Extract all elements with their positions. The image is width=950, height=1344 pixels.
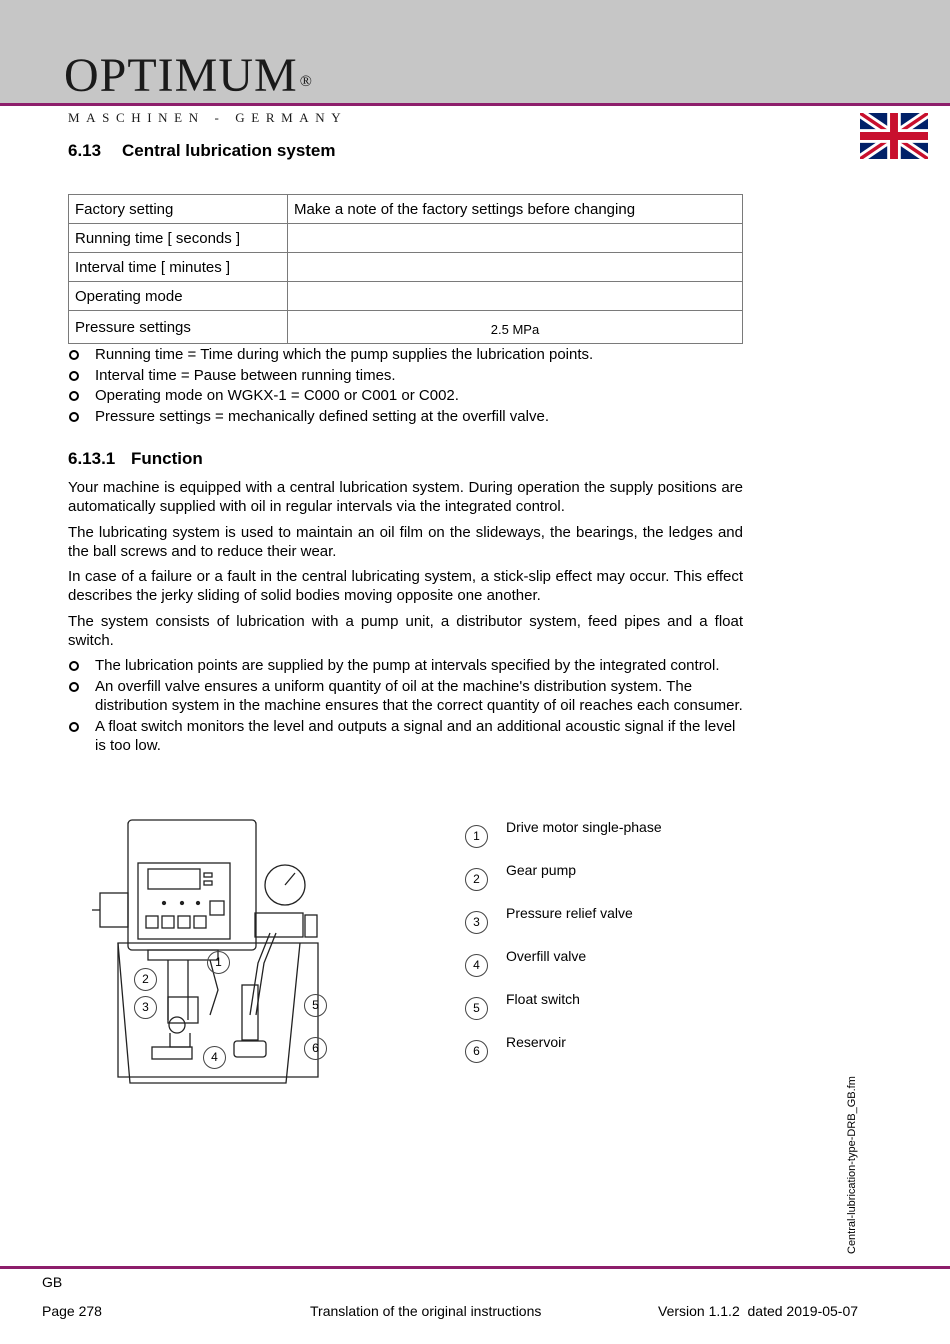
header-rule: [0, 103, 950, 106]
paragraph: The system consists of lubrication with a pump unit, a distributor system, feed pipes and a float switch.: [68, 613, 743, 650]
table-row: Factory setting Make a note of the factory settings before changing: [69, 195, 743, 224]
uk-flag-icon: [860, 113, 928, 159]
section-heading: 6.13 Central lubrication system: [68, 141, 336, 160]
footer-version: Version 1.1.2 dated 2019-05-07: [658, 1303, 859, 1319]
list-item: A float switch monitors the level and outputs a signal and an additional acoustic signal if the level is too low.: [68, 717, 743, 756]
list-item: Operating mode on WGKX-1 = C000 or C001 or C002.: [68, 386, 743, 406]
list-item: An overfill valve ensures a uniform quantity of oil at the machine's distribution system. The distribution system in the machine ensures that the correct quantity of oil reaches each consumer.: [68, 677, 743, 716]
legend-label: Gear pump: [506, 862, 577, 878]
footer-center-text: Translation of the original instructions: [310, 1303, 542, 1319]
diagram-callout: 3: [134, 996, 157, 1019]
definitions-list: [68, 345, 743, 427]
factory-settings-table: [68, 194, 743, 344]
bullet-icon: [69, 412, 79, 422]
legend-label: Drive motor single-phase: [506, 819, 662, 835]
list-item: Pressure settings = mechanically defined setting at the overfill valve.: [68, 407, 743, 427]
diagram-callout: 5: [304, 994, 327, 1017]
diagram-callout: 2: [134, 968, 157, 991]
list-item: Running time = Time during which the pump supplies the lubrication points.: [68, 345, 743, 365]
paragraph: Your machine is equipped with a central lubrication system. During operation the supply positions are automatically supplied with oil in regular intervals via the integrated control.: [68, 479, 743, 516]
legend-label: Reservoir: [506, 1034, 566, 1050]
paragraph: The lubricating system is used to maintain an oil film on the slideways, the bearings, the ledges and the ball screws and to reduce their wear.: [68, 524, 743, 561]
legend-label: Float switch: [506, 991, 580, 1007]
table-row: Running time [ seconds ]: [69, 224, 743, 253]
bullet-icon: [69, 371, 79, 381]
brand-tagline: MASCHINEN - GERMANY: [68, 110, 348, 125]
subsection-heading: 6.13.1 Function: [68, 449, 203, 468]
function-list: [68, 656, 743, 757]
footer-page-number: Page 278: [42, 1303, 102, 1319]
bullet-icon: [69, 391, 79, 401]
table-row: Interval time [ minutes ]: [69, 253, 743, 282]
legend-label: Overfill valve: [506, 948, 587, 964]
legend-label: Pressure relief valve: [506, 905, 633, 921]
bullet-icon: [69, 661, 79, 671]
bullet-icon: [69, 722, 79, 732]
table-row: Operating mode: [69, 282, 743, 311]
bullet-icon: [69, 682, 79, 692]
table-row: Pressure settings 2.5 MPa: [69, 311, 743, 344]
footer-rule: [0, 1266, 950, 1269]
diagram-callout: 1: [207, 951, 230, 974]
bullet-icon: [69, 350, 79, 360]
paragraph: In case of a failure or a fault in the central lubricating system, a stick-slip effect may occur. This effect describes the jerky sliding of solid bodies moving opposite one another.: [68, 568, 743, 605]
list-item: Interval time = Pause between running times.: [68, 366, 743, 386]
brand-logo: OPTIMUM ®: [64, 49, 313, 102]
list-item: The lubrication points are supplied by the pump at intervals specified by the integrated control.: [68, 656, 743, 676]
footer-language: GB: [42, 1274, 63, 1290]
diagram-callout: 6: [304, 1037, 327, 1060]
source-filename: Central-lubrication-type-DRB_GB.fm: [846, 1076, 858, 1254]
diagram-callout: 4: [203, 1046, 226, 1069]
